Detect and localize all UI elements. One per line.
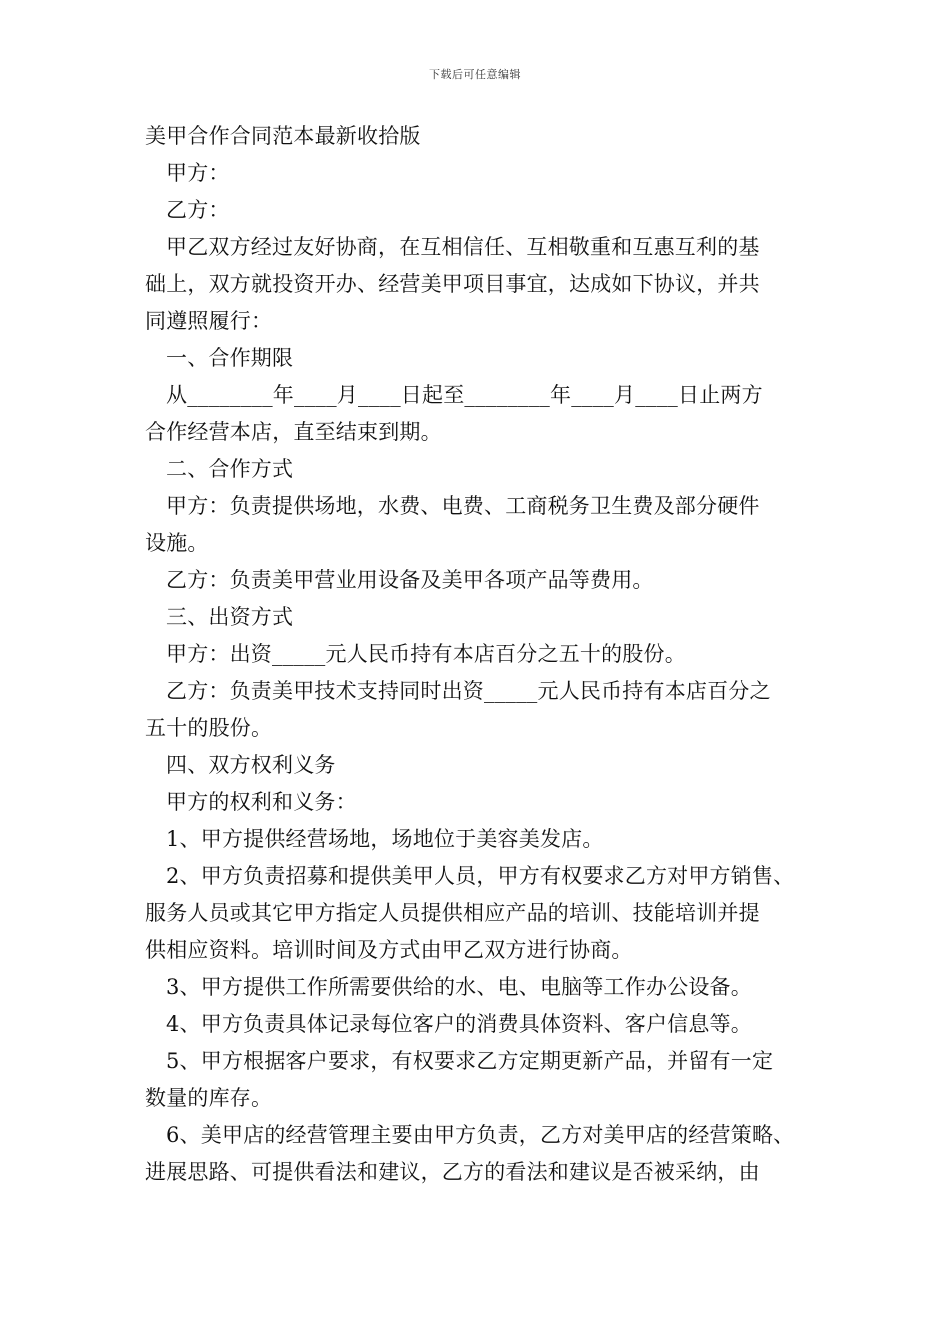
- contract-body: [145, 118, 815, 1191]
- paragraph-line: 甲乙双方经过友好协商，在互相信任、互相敬重和互惠互利的基: [166, 235, 760, 259]
- paragraph-line: 合作经营本店，直至结束到期。: [145, 420, 442, 444]
- list-item-continuation: 数量的库存。: [145, 1086, 273, 1110]
- list-item: 2、甲方负责招募和提供美甲人员，甲方有权要求乙方对甲方销售、: [166, 864, 795, 888]
- paragraph-line: 甲方：出资_____元人民币持有本店百分之五十的股份。: [166, 642, 686, 666]
- section-heading: 二、合作方式: [166, 457, 294, 481]
- paragraph-line: 甲方：负责提供场地，水费、电费、工商税务卫生费及部分硬件: [166, 494, 760, 518]
- list-item-continuation: 进展思路、可提供看法和建议，乙方的看法和建议是否被采纳，由: [145, 1160, 760, 1184]
- party-a-line: 甲方：: [166, 161, 230, 185]
- section-heading: 三、出资方式: [166, 605, 294, 629]
- list-item: 1、甲方提供经营场地，场地位于美容美发店。: [166, 827, 604, 851]
- list-item: 4、甲方负责具体记录每位客户的消费具体资料、客户信息等。: [166, 1012, 752, 1036]
- party-b-line: 乙方：: [166, 198, 230, 222]
- paragraph-line: 础上，双方就投资开办、经营美甲项目事宜，达成如下协议，并共: [145, 272, 760, 296]
- section-heading: 四、双方权利义务: [166, 753, 336, 777]
- paragraph-line: 乙方：负责美甲技术支持同时出资_____元人民币持有本店百分之: [166, 679, 771, 703]
- list-item: 5、甲方根据客户要求，有权要求乙方定期更新产品，并留有一定: [166, 1049, 774, 1073]
- paragraph-line: 同遵照履行：: [145, 309, 273, 333]
- paragraph-line: 设施。: [145, 531, 209, 555]
- list-item: 3、甲方提供工作所需要供给的水、电、电脑等工作办公设备。: [166, 975, 752, 999]
- list-item-continuation: 服务人员或其它甲方指定人员提供相应产品的培训、技能培训并提: [145, 901, 760, 925]
- document-title: 美甲合作合同范本最新收拾版: [145, 124, 421, 148]
- section-heading: 一、合作期限: [166, 346, 294, 370]
- paragraph-line: 五十的股份。: [145, 716, 273, 740]
- paragraph-line: 乙方：负责美甲营业用设备及美甲各项产品等费用。: [166, 568, 654, 592]
- paragraph-line: 从________年____月____日起至________年____月____日止两方: [166, 383, 763, 407]
- list-item: 6、美甲店的经营管理主要由甲方负责，乙方对美甲店的经营策略、: [166, 1123, 795, 1147]
- subsection-heading: 甲方的权利和义务：: [166, 790, 357, 814]
- page-header: 下载后可任意编辑: [429, 68, 521, 81]
- list-item-continuation: 供相应资料。培训时间及方式由甲乙双方进行协商。: [145, 938, 633, 962]
